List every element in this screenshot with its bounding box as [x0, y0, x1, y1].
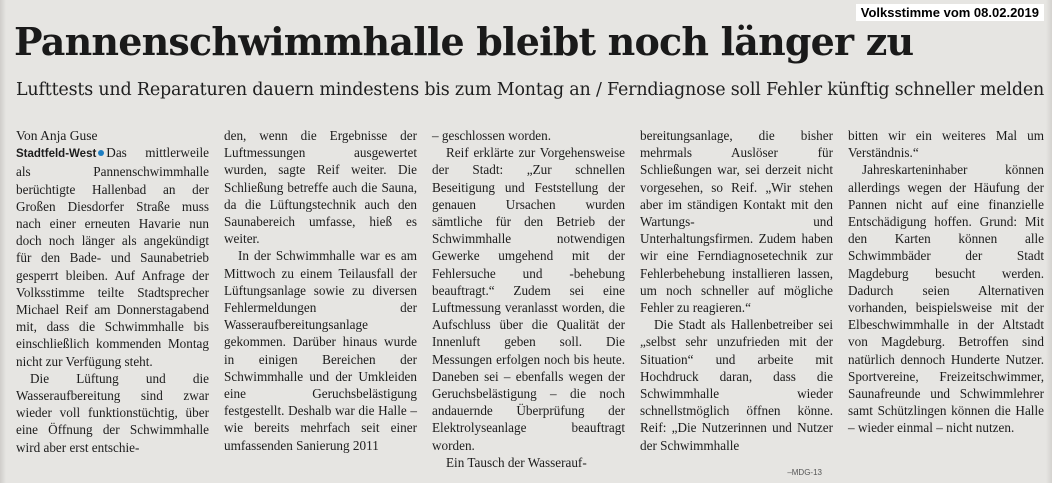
paragraph: – geschlossen worden. [432, 128, 552, 143]
article-column-2 [224, 127, 417, 454]
paragraph: Ein Tausch der Wasserauf- [446, 454, 587, 470]
neighbouring-article-edge [1046, 0, 1052, 483]
page-credit: –MDG-13 [787, 468, 822, 477]
paragraph: Jahreskarteninhaber können allerdings wegen der Häufung der Pannen nicht auf eine finanzielle Entschädigung hoffen. Grund: Mit den Karten können alle Schwimmbäder der Stadt Magdeburg besucht werden. Dadurch seien Alternativen vorhanden, beispielsweise mit der Elbeschwimmhalle in der Altstadt von Magdeburg. Betroffen sind natürlich dennoch Hunderte Nutzer. Sportvereine, Freizeitschwimmer, Saunafreunde und Schwimmlehrer samt Schützlingen können die Halle – wieder einmal – nicht nutzen. [848, 162, 1044, 436]
paragraph: Stadtfeld-West Das mittlerweile als Pannenschwimmhalle berüchtigte Hallenbad an der Großen Diesdorfer Straße muss nach einer erneuten Havarie nun doch noch länger als angekündigt für den Bade- und Saunabetrieb gesperrt bleiben. Auf Anfrage der Volksstimme teilte Stadtsprecher Michael Reif am Donnerstagabend mit, dass die Schwimmhalle bis einschließlich kommenden Montag nicht zur Verfügung steht. [16, 145, 209, 369]
article-column-1 [16, 127, 209, 456]
paragraph: bereitungsanlage, die bisher mehrmals Auslöser für Schließungen war, sei derzeit nicht vorgesehen, so Reif. „Wir stehen aber im ständigen Kontakt mit den Wartungs- und Unterhaltungsfirmen. Zudem haben wir eine Ferndiagnosetechnik zur Fehlerbehebung installieren lassen, um noch schneller auf mögliche Fehler zu reagieren.“ [640, 128, 833, 316]
dateline: Stadtfeld-West [16, 148, 97, 161]
byline: Von Anja Guse [16, 128, 98, 143]
article-column-5 [848, 127, 1044, 437]
article-column-3 [432, 127, 625, 471]
headline: Pannenschwimmhalle bleibt noch länger zu [14, 19, 914, 64]
paragraph: Die Lüftung und die Wasseraufbereitung sind zwar wieder voll funktionstüchtig, über eine Öffnung der Schwimmhalle wird aber erst entschie- [16, 370, 209, 455]
subheadline: Lufttests und Reparaturen dauern mindestens bis zum Montag an / Ferndiagnose soll Fehler künftig schneller melden [16, 80, 1045, 100]
article-column-4 [640, 127, 833, 454]
dateline-bullet-icon [98, 150, 104, 156]
paragraph: Reif erklärte zur Vorgehensweise der Stadt: „Zur schnellen Beseitigung und Feststellung der genauen Ursachen wurden sämtliche für den Betrieb der Schwimmhalle notwendigen Gewerke umgehend mit der Fehlersuche und -behebung beauftragt.“ Zudem sei eine Luftmessung veranlasst worden, die Aufschluss über die Qualität der Innenluft geben soll. Die Messungen erfolgen noch bis heute. Daneben sei – ebenfalls wegen der Geruchsbelästigung – die noch andauernde Überprüfung der Elektrolyseanlage beauftragt worden. [432, 145, 625, 453]
neighbouring-article-edge [0, 0, 6, 483]
paragraph: Die Stadt als Hallenbetreiber sei „selbst sehr unzufrieden mit der Situation“ und arbeite mit Hochdruck daran, dass die Schwimmhalle wieder schnellstmöglich öffnen könne. Reif: „Die Nutzerinnen und Nutzer der Schwimmhalle [640, 317, 833, 453]
paragraph: den, wenn die Ergebnisse der Luftmessungen ausgewertet wurden, sagte Reif weiter. Die Schließung betreffe auch die Sauna, da die Lüftungstechnik auch den Saunabereich umfasse, hieß es weiter. [224, 128, 417, 247]
paragraph: bitten wir ein weiteres Mal um Verständnis.“ [848, 128, 1044, 161]
paragraph: In der Schwimmhalle war es am Mittwoch zu einem Teilausfall der Lüftungsanlage sowie zu diversen Fehlermeldungen der Wasseraufbereitungsanlage gekommen. Darüber hinaus wurde in einigen Bereichen der Schwimmhalle und der Umkleiden eine Geruchsbelästigung festgestellt. Deshalb war die Halle – wie bereits mehrfach seit einer umfassenden Sanierung 2011 [224, 248, 417, 453]
source-label: Volksstimme vom 08.02.2019 [856, 4, 1044, 21]
